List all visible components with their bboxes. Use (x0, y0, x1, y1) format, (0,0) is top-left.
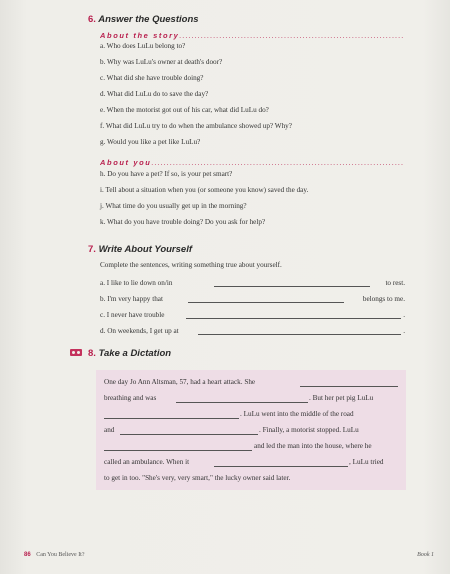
section-6-number: 6. (88, 14, 96, 25)
question-g: g. Would you like a pet like LuLu? (100, 138, 201, 146)
section-8-number: 8. (88, 348, 96, 359)
section-8-heading (88, 348, 171, 359)
question-e: e. When the motorist got out of his car, what did LuLu do? (100, 106, 269, 114)
page-number: 86 (24, 552, 31, 558)
question-h: h. Do you have a pet? If so, is your pet smart? (100, 170, 233, 178)
question-d: d. What did LuLu do to save the day? (100, 90, 209, 98)
sentence-c-end: . (403, 311, 405, 319)
sentence-a-start: a. I like to lie down on/in (100, 279, 173, 287)
question-k: k. What do you have trouble doing? Do you ask for help? (100, 218, 266, 226)
section-8-title: Take a Dictation (98, 348, 172, 359)
dictation-blank-2[interactable] (176, 402, 308, 403)
dictation-line-5: and led the man into the house, where he (254, 442, 372, 450)
dictation-box (96, 370, 406, 490)
sentence-c-start: c. I never have trouble (100, 311, 165, 319)
sentence-d (100, 327, 405, 337)
audio-cd-icon[interactable] (70, 349, 82, 356)
dictation-line-1: One day Jo Ann Altsman, 57, had a heart attack. She (104, 378, 256, 386)
section-7-number: 7. (88, 244, 96, 255)
section-6-heading (88, 14, 199, 25)
section-7-heading (88, 244, 192, 255)
sentence-d-start: d. On weekends, I get up at (100, 327, 179, 335)
dictation-line-4-end: . Finally, a motorist stopped. LuLu (259, 426, 359, 434)
dictation-line-2-end: . But her pet pig LuLu (309, 394, 374, 402)
about-story-label: About the story ..... (100, 31, 404, 40)
section-7-instructions: Complete the sentences, writing something true about yourself. (100, 261, 282, 269)
sentence-d-blank[interactable] (198, 334, 401, 335)
sentence-b-end: belongs to me. (362, 295, 405, 303)
dictation-line-6-start: called an ambulance. When it (104, 458, 190, 466)
dictation-blank-4[interactable] (120, 434, 258, 435)
question-j: j. What time do you usually get up in the morning? (100, 202, 247, 210)
sentence-b-blank[interactable] (188, 302, 344, 303)
section-6-title: Answer the Questions (98, 14, 199, 25)
sentence-b-start: b. I'm very happy that (100, 295, 163, 303)
question-c: c. What did she have trouble doing? (100, 74, 204, 82)
sentence-c (100, 311, 405, 321)
sentence-a (100, 279, 405, 289)
sentence-c-blank[interactable] (186, 318, 401, 319)
sentence-b (100, 295, 405, 305)
question-f: f. What did LuLu try to do when the ambulance showed up? Why? (100, 122, 292, 130)
book-label: Book 1 (417, 552, 434, 558)
dictation-line-4-start: and (104, 426, 115, 434)
sentence-a-end: to rest. (385, 279, 405, 287)
dictation-line-3: . LuLu went into the middle of the road (240, 410, 354, 418)
question-i: i. Tell about a situation when you (or someone you know) saved the day. (100, 186, 309, 194)
dictation-line-6-end: , LuLu tried (349, 458, 384, 466)
section-7-title: Write About Yourself (98, 244, 193, 255)
dictation-blank-1[interactable] (300, 386, 398, 387)
sentence-d-end: . (403, 327, 405, 335)
sentence-a-blank[interactable] (214, 286, 370, 287)
question-b: b. Why was LuLu's owner at death's door? (100, 58, 223, 66)
dictation-blank-6[interactable] (214, 466, 348, 467)
page-footer-left (24, 552, 85, 558)
dictation-blank-5[interactable] (104, 450, 252, 451)
book-title: Can You Believe It? (36, 552, 85, 558)
question-a: a. Who does LuLu belong to? (100, 42, 186, 50)
dictation-blank-3[interactable] (104, 418, 239, 419)
dictation-line-7: to get in too. "She's very, very smart," the lucky owner said later. (104, 474, 291, 482)
about-you-label: About you ..... (100, 158, 404, 167)
dictation-line-2-start: breathing and was (104, 394, 157, 402)
